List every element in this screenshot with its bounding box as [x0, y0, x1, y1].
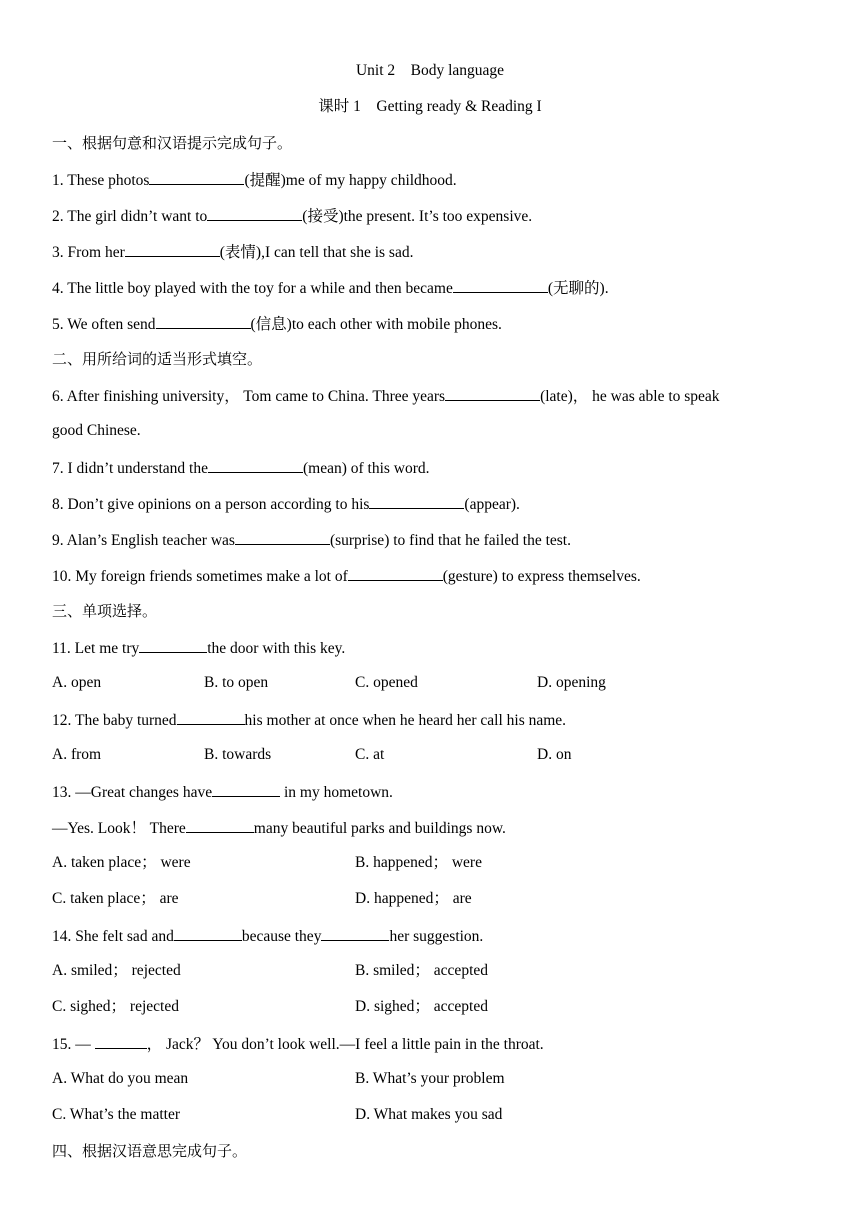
q4-text-end: (无聊的).	[547, 280, 609, 297]
section-1-heading: 一、根据句意和汉语提示完成句子。	[52, 134, 293, 152]
q7-text-start: 7. I didn’t understand the	[52, 460, 208, 477]
q14-option-c[interactable]: C. sighed； rejected	[52, 998, 179, 1015]
q2-blank[interactable]	[207, 205, 302, 221]
q14-option-b[interactable]: B. smiled； accepted	[355, 962, 488, 979]
question-3	[52, 241, 820, 263]
q4-blank[interactable]	[453, 277, 548, 293]
q13-text-start: 13. —Great changes have	[52, 784, 213, 801]
q9-blank[interactable]	[235, 529, 330, 545]
q8-blank[interactable]	[369, 493, 464, 509]
q13-option-b[interactable]: B. happened； were	[355, 854, 482, 871]
q13-blank-1[interactable]	[212, 781, 280, 797]
q6-text-end: (late)， he was able to speak	[540, 388, 720, 405]
q13-blank-2[interactable]	[186, 817, 254, 833]
q3-text-end: (表情),I can tell that she is sad.	[219, 244, 414, 261]
question-10	[52, 565, 820, 587]
q13-option-a[interactable]: A. taken place； were	[52, 854, 191, 871]
q5-text-start: 5. We often send	[52, 316, 156, 333]
q6-text-start: 6. After finishing university， Tom came to China. Three years	[52, 388, 446, 405]
question-13	[52, 781, 820, 803]
q11-option-c[interactable]: C. opened	[355, 674, 418, 691]
q11-option-d[interactable]: D. opening	[537, 674, 606, 691]
unit-title: Unit 2 Body language	[355, 62, 505, 79]
q10-text-end: (gesture) to express themselves.	[442, 568, 641, 585]
question-9	[52, 529, 820, 551]
q11-text-end: the door with this key.	[207, 640, 346, 657]
question-6-continued: good Chinese.	[52, 422, 141, 439]
q1-text-start: 1. These photos	[52, 172, 150, 189]
q12-option-d[interactable]: D. on	[537, 746, 572, 763]
question-5	[52, 313, 820, 335]
q14-blank-2[interactable]	[321, 925, 389, 941]
q14-text-end: her suggestion.	[389, 928, 484, 945]
q14-text-start: 14. She felt sad and	[52, 928, 174, 945]
q11-option-b[interactable]: B. to open	[204, 674, 269, 691]
question-6	[52, 385, 820, 407]
q15-text-end: ， Jack？ You don’t look well.—I feel a little pain in the throat.	[146, 1036, 544, 1053]
question-11	[52, 637, 820, 659]
section-2-heading: 二、用所给词的适当形式填空。	[52, 350, 263, 368]
q13-option-d[interactable]: D. happened； are	[355, 890, 472, 907]
q13-text-end: in my hometown.	[280, 784, 393, 801]
q11-text-start: 11. Let me try	[52, 640, 140, 657]
section-4-heading: 四、根据汉语意思完成句子。	[52, 1142, 248, 1160]
q10-blank[interactable]	[348, 565, 443, 581]
q12-text-start: 12. The baby turned	[52, 712, 177, 729]
q13-reply-end: many beautiful parks and buildings now.	[253, 820, 506, 837]
q13-option-c[interactable]: C. taken place； are	[52, 890, 179, 907]
q15-option-c[interactable]: C. What’s the matter	[52, 1106, 180, 1123]
q15-option-d[interactable]: D. What makes you sad	[355, 1106, 503, 1123]
question-15	[52, 1033, 820, 1055]
q2-text-end: (接受)the present. It’s too expensive.	[302, 208, 533, 225]
lesson-subtitle: 课时 1 Getting ready & Reading I	[318, 98, 542, 115]
question-4	[52, 277, 820, 299]
section-3-heading: 三、单项选择。	[52, 602, 158, 620]
question-7	[52, 457, 820, 479]
q12-option-b[interactable]: B. towards	[204, 746, 272, 763]
q5-text-end: (信息)to each other with mobile phones.	[250, 316, 502, 333]
q8-text-end: (appear).	[464, 496, 520, 513]
q5-blank[interactable]	[156, 313, 251, 329]
q11-option-a[interactable]: A. open	[52, 674, 102, 691]
q13-reply-start: —Yes. Look！ There	[52, 820, 186, 837]
q14-blank-1[interactable]	[174, 925, 242, 941]
q9-text-end: (surprise) to find that he failed the test.	[329, 532, 571, 549]
q15-option-a[interactable]: A. What do you mean	[52, 1070, 189, 1087]
question-14	[52, 925, 820, 947]
q3-text-start: 3. From her	[52, 244, 125, 261]
q6-blank[interactable]	[445, 385, 540, 401]
question-12	[52, 709, 820, 731]
q12-option-c[interactable]: C. at	[355, 746, 385, 763]
q10-text-start: 10. My foreign friends sometimes make a lot of	[52, 568, 348, 585]
question-8	[52, 493, 820, 515]
q15-option-b[interactable]: B. What’s your problem	[355, 1070, 505, 1087]
q14-option-a[interactable]: A. smiled； rejected	[52, 962, 181, 979]
question-1	[52, 169, 820, 191]
q2-text-start: 2. The girl didn’t want to	[52, 208, 208, 225]
q14-text-middle: because they	[241, 928, 322, 945]
question-2	[52, 205, 820, 227]
q9-text-start: 9. Alan’s English teacher was	[52, 532, 235, 549]
q7-blank[interactable]	[208, 457, 303, 473]
q1-text-end: (提醒)me of my happy childhood.	[244, 172, 457, 189]
q14-option-d[interactable]: D. sighed； accepted	[355, 998, 488, 1015]
q15-blank[interactable]	[95, 1033, 147, 1049]
q15-text-start: 15. —	[52, 1036, 95, 1053]
q4-text-start: 4. The little boy played with the toy for a while and then became	[52, 280, 453, 297]
q3-blank[interactable]	[125, 241, 220, 257]
q12-blank[interactable]	[177, 709, 245, 725]
q12-text-end: his mother at once when he heard her call his name.	[244, 712, 567, 729]
q1-blank[interactable]	[149, 169, 244, 185]
q8-text-start: 8. Don’t give opinions on a person according to his	[52, 496, 370, 513]
q11-blank[interactable]	[139, 637, 207, 653]
question-13-reply	[52, 817, 820, 839]
q12-option-a[interactable]: A. from	[52, 746, 102, 763]
q7-text-end: (mean) of this word.	[302, 460, 430, 477]
